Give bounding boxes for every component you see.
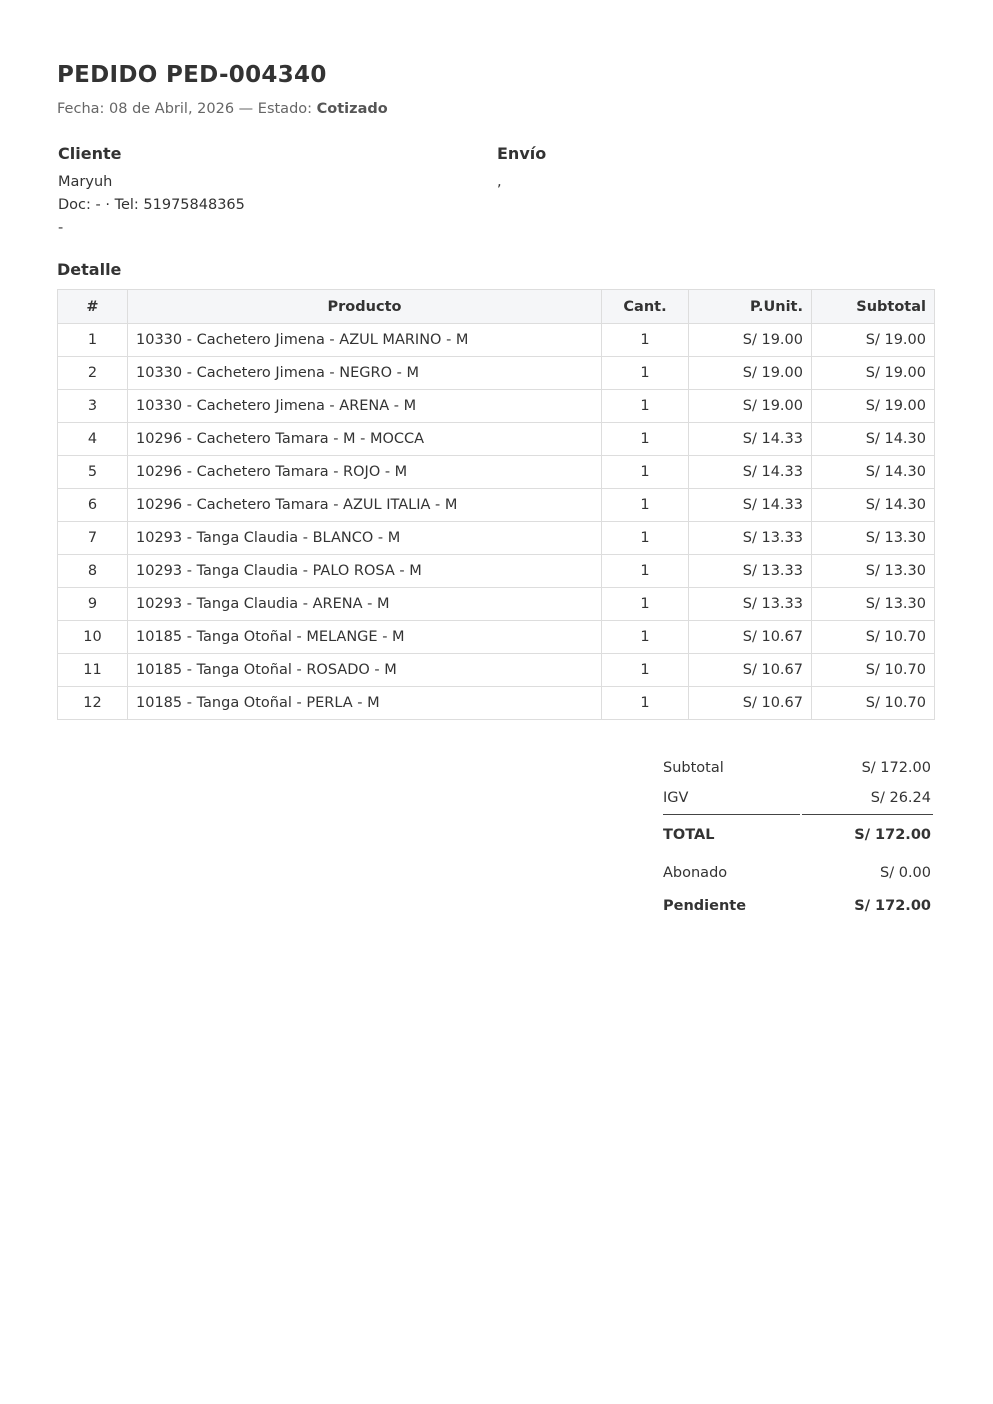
row-number: 6	[58, 489, 128, 522]
row-product: 10330 - Cachetero Jimena - NEGRO - M	[128, 357, 602, 390]
row-product: 10296 - Cachetero Tamara - ROJO - M	[128, 456, 602, 489]
row-unit-price: S/ 10.67	[689, 621, 812, 654]
total-value: S/ 172.00	[854, 827, 931, 843]
client-heading: Cliente	[58, 144, 122, 163]
row-subtotal: S/ 14.30	[812, 423, 935, 456]
row-quantity: 1	[602, 654, 689, 687]
row-subtotal: S/ 13.30	[812, 555, 935, 588]
row-product: 10293 - Tanga Claudia - PALO ROSA - M	[128, 555, 602, 588]
row-subtotal: S/ 10.70	[812, 687, 935, 720]
totals-subtotal-row	[663, 760, 933, 780]
subtotal-label: Subtotal	[663, 760, 724, 776]
paid-label: Abonado	[663, 865, 728, 881]
table-row	[58, 522, 935, 555]
pending-label: Pendiente	[663, 898, 747, 914]
row-quantity: 1	[602, 456, 689, 489]
row-subtotal: S/ 19.00	[812, 324, 935, 357]
row-unit-price: S/ 14.33	[689, 489, 812, 522]
row-unit-price: S/ 19.00	[689, 357, 812, 390]
row-quantity: 1	[602, 390, 689, 423]
row-product: 10185 - Tanga Otoñal - PERLA - M	[128, 687, 602, 720]
table-row	[58, 621, 935, 654]
row-number: 11	[58, 654, 128, 687]
table-row	[58, 489, 935, 522]
totals-igv-row	[663, 790, 933, 810]
shipping-heading: Envío	[497, 144, 547, 163]
row-subtotal: S/ 19.00	[812, 390, 935, 423]
row-quantity: 1	[602, 423, 689, 456]
client-doc-phone: Doc: - · Tel: 51975848365	[58, 197, 245, 213]
row-unit-price: S/ 19.00	[689, 390, 812, 423]
col-header-subtotal: Subtotal	[812, 290, 935, 324]
row-subtotal: S/ 14.30	[812, 489, 935, 522]
table-row	[58, 357, 935, 390]
order-date: Fecha: 08 de Abril, 2026 — Estado:	[57, 101, 317, 117]
totals-pending-row	[663, 898, 933, 918]
table-row	[58, 390, 935, 423]
subtotal-value: S/ 172.00	[861, 760, 931, 776]
col-header-product: Producto	[128, 290, 602, 324]
row-subtotal: S/ 10.70	[812, 621, 935, 654]
row-unit-price: S/ 13.33	[689, 588, 812, 621]
totals-total-row	[663, 827, 933, 847]
row-unit-price: S/ 14.33	[689, 456, 812, 489]
row-product: 10296 - Cachetero Tamara - AZUL ITALIA - M	[128, 489, 602, 522]
row-quantity: 1	[602, 621, 689, 654]
row-product: 10293 - Tanga Claudia - BLANCO - M	[128, 522, 602, 555]
row-quantity: 1	[602, 687, 689, 720]
row-unit-price: S/ 13.33	[689, 522, 812, 555]
detail-heading: Detalle	[57, 260, 122, 279]
igv-value: S/ 26.24	[870, 790, 931, 806]
client-name: Maryuh	[58, 174, 113, 190]
row-product: 10330 - Cachetero Jimena - ARENA - M	[128, 390, 602, 423]
row-subtotal: S/ 19.00	[812, 357, 935, 390]
row-number: 5	[58, 456, 128, 489]
col-header-quantity: Cant.	[602, 290, 689, 324]
row-subtotal: S/ 14.30	[812, 456, 935, 489]
table-row	[58, 687, 935, 720]
igv-label: IGV	[663, 790, 689, 806]
col-header-unit-price: P.Unit.	[689, 290, 812, 324]
row-number: 1	[58, 324, 128, 357]
row-quantity: 1	[602, 357, 689, 390]
order-status: Cotizado	[316, 101, 388, 117]
pending-value: S/ 172.00	[854, 898, 931, 914]
row-unit-price: S/ 19.00	[689, 324, 812, 357]
paid-value: S/ 0.00	[880, 865, 931, 881]
row-quantity: 1	[602, 324, 689, 357]
row-quantity: 1	[602, 588, 689, 621]
row-unit-price: S/ 13.33	[689, 555, 812, 588]
row-unit-price: S/ 10.67	[689, 654, 812, 687]
row-number: 10	[58, 621, 128, 654]
row-number: 4	[58, 423, 128, 456]
row-subtotal: S/ 13.30	[812, 522, 935, 555]
row-number: 9	[58, 588, 128, 621]
order-subtitle	[57, 101, 388, 117]
row-unit-price: S/ 10.67	[689, 687, 812, 720]
total-label: TOTAL	[663, 827, 715, 843]
row-product: 10293 - Tanga Claudia - ARENA - M	[128, 588, 602, 621]
table-row	[58, 555, 935, 588]
order-title: PEDIDO PED-004340	[57, 62, 327, 88]
row-product: 10185 - Tanga Otoñal - ROSADO - M	[128, 654, 602, 687]
table-row	[58, 654, 935, 687]
row-product: 10296 - Cachetero Tamara - M - MOCCA	[128, 423, 602, 456]
row-quantity: 1	[602, 555, 689, 588]
row-subtotal: S/ 10.70	[812, 654, 935, 687]
client-extra: -	[58, 220, 64, 236]
row-number: 7	[58, 522, 128, 555]
row-subtotal: S/ 13.30	[812, 588, 935, 621]
table-row	[58, 456, 935, 489]
row-product: 10185 - Tanga Otoñal - MELANGE - M	[128, 621, 602, 654]
shipping-address: ,	[497, 174, 502, 190]
row-number: 2	[58, 357, 128, 390]
row-unit-price: S/ 14.33	[689, 423, 812, 456]
table-row	[58, 588, 935, 621]
row-product: 10330 - Cachetero Jimena - AZUL MARINO - M	[128, 324, 602, 357]
totals-divider-left	[663, 814, 800, 815]
order-items-table	[57, 289, 935, 720]
row-quantity: 1	[602, 489, 689, 522]
row-number: 3	[58, 390, 128, 423]
table-header-row	[58, 290, 935, 324]
row-number: 8	[58, 555, 128, 588]
row-quantity: 1	[602, 522, 689, 555]
table-row	[58, 324, 935, 357]
col-header-number: #	[58, 290, 128, 324]
totals-paid-row	[663, 865, 933, 885]
row-number: 12	[58, 687, 128, 720]
totals-divider-right	[802, 814, 933, 815]
table-row	[58, 423, 935, 456]
